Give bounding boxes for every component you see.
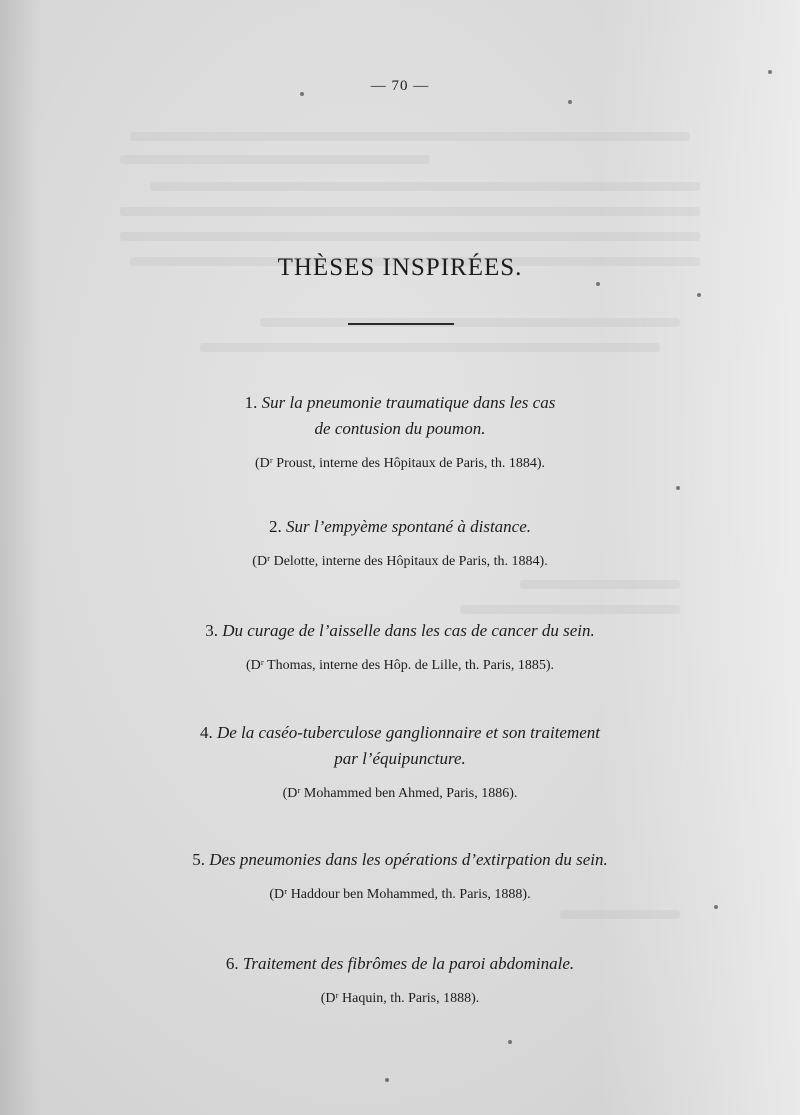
thesis-entry-2	[0, 514, 800, 570]
thesis-title-line: Traitement des fibrômes de la paroi abdominale.	[242, 954, 575, 973]
ink-speck	[676, 486, 680, 490]
page-number: — 70 —	[370, 78, 430, 94]
thesis-number: 5.	[192, 850, 205, 869]
thesis-entry-4	[0, 720, 800, 802]
thesis-number: 2.	[268, 517, 282, 536]
thesis-author: (Dʳ Proust, interne des Hôpitaux de Paris, th. 1884).	[254, 456, 545, 471]
bleed-through-line	[520, 580, 680, 589]
ink-speck	[508, 1040, 512, 1044]
ink-speck	[568, 100, 572, 104]
bleed-through-line	[120, 155, 430, 164]
thesis-author: (Dʳ Delotte, interne des Hôpitaux de Paris, th. 1884).	[252, 554, 548, 569]
thesis-title-continuation	[0, 746, 800, 772]
bleed-through-line	[260, 318, 680, 327]
ink-speck	[385, 1078, 389, 1082]
thesis-title	[0, 951, 800, 977]
thesis-author: (Dʳ Thomas, interne des Hôp. de Lille, th. Paris, 1885).	[245, 658, 554, 673]
thesis-entry-1	[0, 390, 800, 472]
bleed-through-line	[130, 132, 690, 141]
thesis-title-line: de contusion du poumon.	[314, 419, 486, 438]
ink-speck	[596, 282, 600, 286]
ink-speck	[768, 70, 772, 74]
thesis-title	[0, 720, 800, 746]
thesis-title	[0, 847, 800, 873]
thesis-title-line: Sur l’empyème spontané à distance.	[285, 517, 532, 536]
thesis-number: 1.	[244, 393, 258, 412]
bleed-through-line	[120, 207, 700, 216]
thesis-number: 4.	[199, 723, 213, 742]
thesis-title	[0, 618, 800, 644]
thesis-author: (Dʳ Mohammed ben Ahmed, Paris, 1886).	[282, 786, 518, 801]
thesis-title-line: Des pneumonies dans les opérations d’extirpation du sein.	[209, 850, 608, 869]
ink-speck	[697, 293, 701, 297]
thesis-author: (Dʳ Haddour ben Mohammed, th. Paris, 1888).	[269, 887, 531, 902]
bleed-through-line	[150, 182, 700, 191]
thesis-title	[0, 390, 800, 416]
thesis-title-line: Du curage de l’aisselle dans les cas de cancer du sein.	[222, 621, 595, 640]
thesis-title	[0, 514, 800, 540]
thesis-entry-6	[0, 951, 800, 1007]
page-title: THÈSES INSPIRÉES.	[277, 254, 523, 281]
thesis-entry-3	[0, 618, 800, 674]
thesis-title-continuation	[0, 416, 800, 442]
bleed-through-line	[560, 910, 680, 919]
thesis-number: 3.	[205, 621, 218, 640]
bleed-through-line	[200, 343, 660, 352]
bleed-through-line	[460, 605, 680, 614]
thesis-entry-5	[0, 847, 800, 903]
thesis-title-line: Sur la pneumonie traumatique dans les cas	[261, 393, 556, 412]
bleed-through-line	[120, 232, 700, 241]
thesis-author: (Dʳ Haquin, th. Paris, 1888).	[320, 991, 480, 1006]
thesis-number: 6.	[225, 954, 239, 973]
thesis-title-line: De la caséo-tuberculose ganglionnaire et son traitement	[216, 723, 601, 742]
ink-speck	[714, 905, 718, 909]
title-divider	[348, 323, 454, 325]
thesis-title-line: par l’équipuncture.	[334, 749, 466, 768]
